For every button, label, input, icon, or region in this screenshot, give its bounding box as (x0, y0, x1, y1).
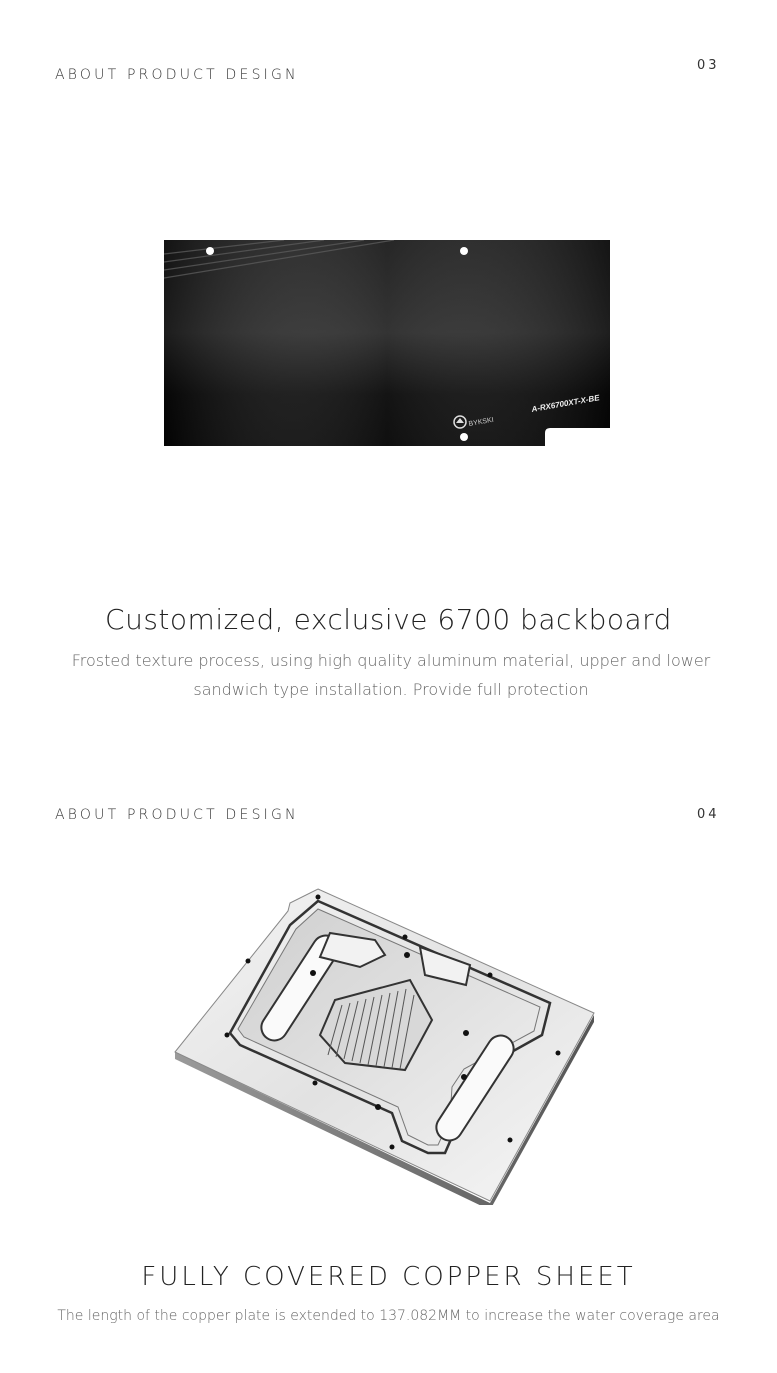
product-model-text: A-RX6700XT-X-BE (530, 393, 601, 414)
copper-sheet-image (170, 885, 600, 1205)
section-label: ABOUT PRODUCT DESIGN (55, 67, 299, 83)
section-description: Frosted texture process, using high quality aluminum material, upper and lower sandwich type installation. Provide full protection (71, 651, 711, 699)
backplate-image (164, 240, 610, 446)
brand-logo-text: BYKSKI (468, 416, 495, 428)
section-number: 04 (697, 807, 720, 822)
section-title: FULLY COVERED COPPER SHEET (141, 1262, 636, 1292)
section-number: 03 (697, 58, 720, 73)
section-title: Customized, exclusive 6700 backboard (105, 603, 672, 636)
section-description: The length of the copper plate is extended to 137.082MM to increase the water coverage area (57, 1308, 720, 1324)
section-label: ABOUT PRODUCT DESIGN (55, 807, 299, 823)
